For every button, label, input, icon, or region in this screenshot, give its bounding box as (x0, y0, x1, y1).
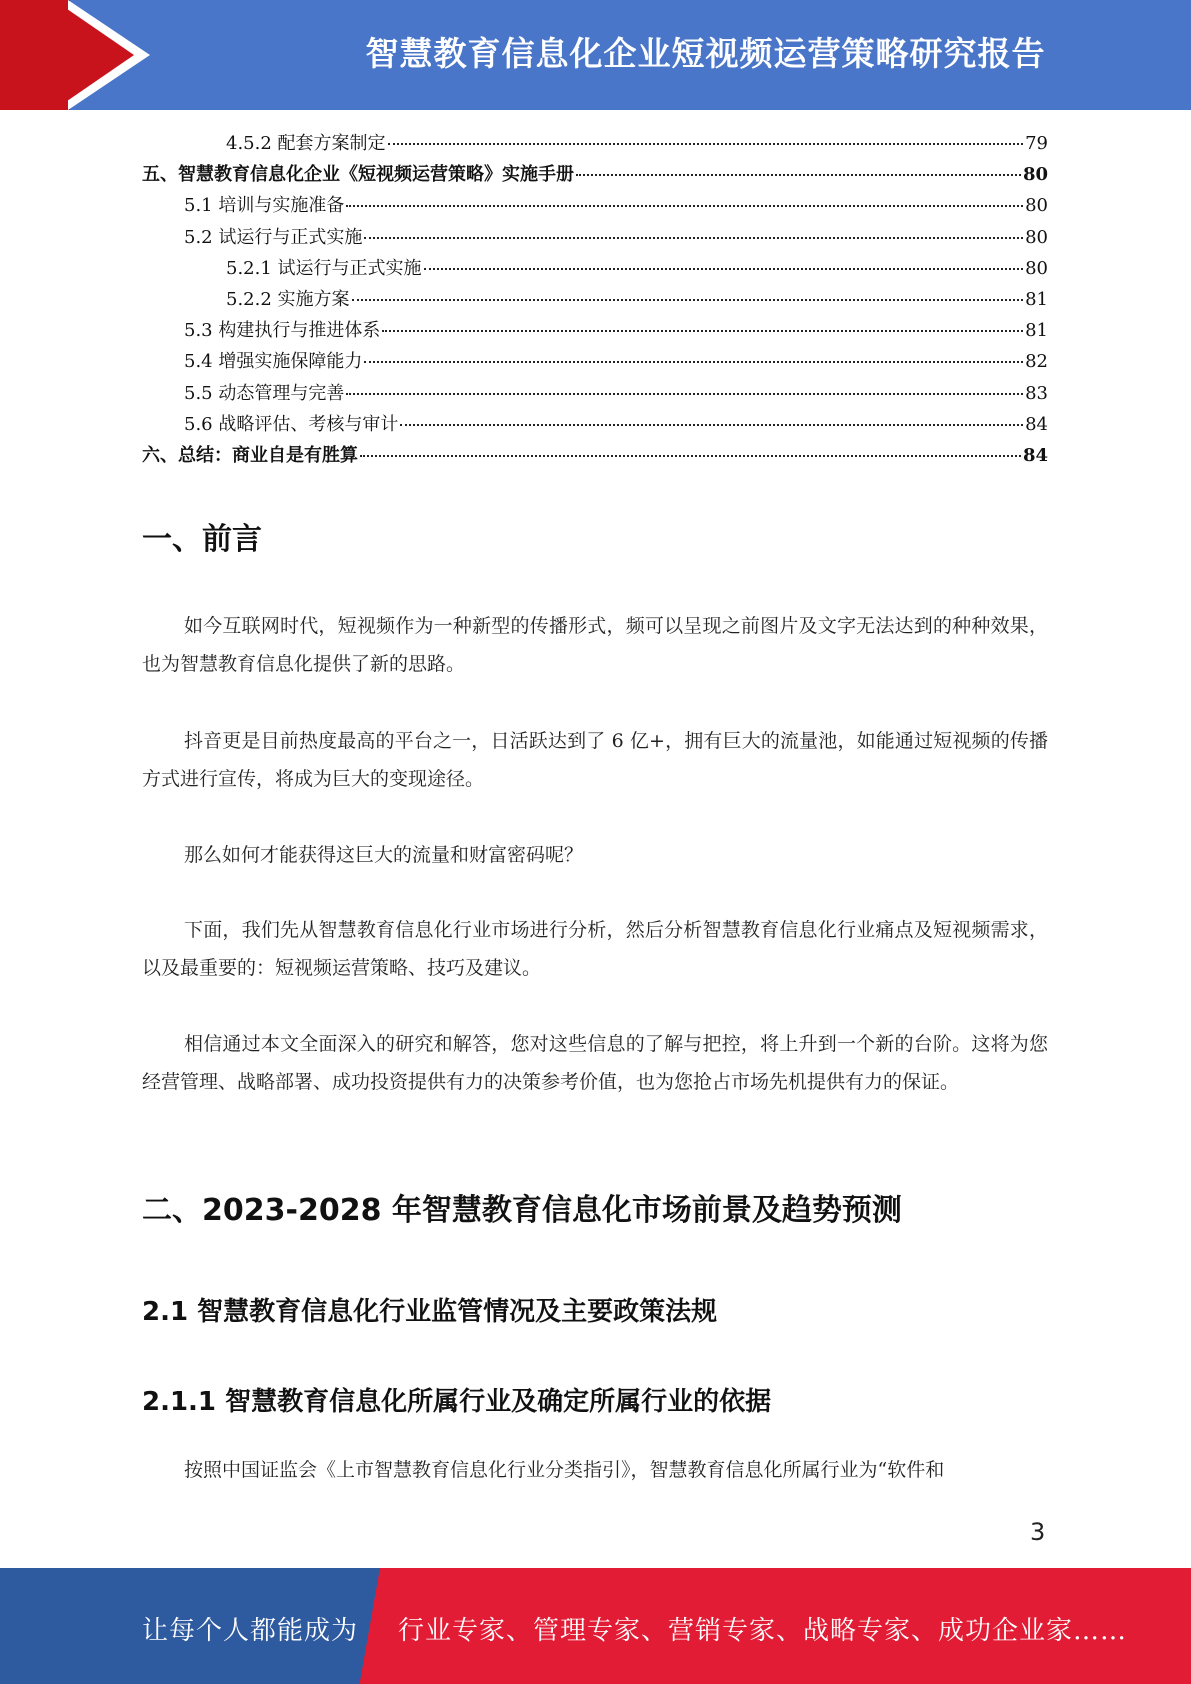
footer-banner (0, 1568, 1191, 1684)
header-banner (0, 0, 1191, 110)
table-of-contents (142, 128, 1048, 471)
toc-label: 4.5.2 配套方案制定 (226, 133, 386, 154)
section-2-1-heading: 2.1 智慧教育信息化行业监管情况及主要政策法规 (142, 1297, 718, 1327)
toc-label: 5.2.2 实施方案 (226, 288, 350, 310)
toc-page: 79 (1025, 133, 1048, 154)
toc-label: 5.2.1 试运行与正式实施 (226, 257, 422, 279)
toc-page: 84 (1025, 413, 1048, 435)
toc-leader-dots (400, 424, 1023, 426)
toc-page: 80 (1025, 226, 1048, 248)
toc-row[interactable] (142, 190, 1048, 221)
toc-page: 80 (1025, 257, 1048, 279)
toc-label: 六、总结：商业自是有胜算 (142, 444, 358, 466)
toc-label: 五、智慧教育信息化企业《短视频运营策略》实施手册 (142, 164, 574, 186)
page-number: 3 (1030, 1518, 1046, 1546)
toc-label: 5.1 培训与实施准备 (184, 195, 345, 217)
paragraph: 下面，我们先从智慧教育信息化行业市场进行分析，然后分析智慧教育信息化行业痛点及短视频需求，以及最重要的：短视频运营策略、技巧及建议。 (142, 919, 1048, 979)
toc-row[interactable] (142, 440, 1048, 471)
header-chevron-inner (54, 0, 134, 110)
toc-label: 5.5 动态管理与完善 (184, 382, 345, 404)
toc-row[interactable] (142, 315, 1048, 346)
toc-page: 84 (1022, 444, 1048, 466)
toc-leader-dots (424, 268, 1024, 270)
toc-row[interactable] (142, 222, 1048, 253)
preface-heading: 一、前言 (142, 522, 262, 557)
paragraph: 那么如何才能获得这巨大的流量和财富密码呢？ (184, 844, 584, 866)
paragraph: 相信通过本文全面深入的研究和解答，您对这些信息的了解与把控，将上升到一个新的台阶。这将为您经营管理、战略部署、成功投资提供有力的决策参考价值，也为您抢占市场先机提供有力的保证。 (142, 1033, 1048, 1093)
toc-leader-dots (388, 143, 1024, 145)
toc-leader-dots (576, 174, 1021, 176)
paragraph: 按照中国证监会《上市智慧教育信息化行业分类指引》，智慧教育信息化所属行业为“软件和 (184, 1459, 945, 1481)
toc-row[interactable] (142, 159, 1048, 190)
toc-label: 5.6 战略评估、考核与审计 (184, 413, 399, 435)
toc-page: 81 (1025, 320, 1048, 342)
toc-row[interactable] (142, 409, 1048, 440)
toc-leader-dots (382, 330, 1023, 332)
toc-row[interactable] (142, 346, 1048, 377)
toc-page: 82 (1025, 351, 1048, 373)
toc-leader-dots (364, 361, 1023, 363)
toc-leader-dots (360, 455, 1021, 457)
toc-label: 5.4 增强实施保障能力 (184, 351, 363, 373)
toc-leader-dots (346, 393, 1023, 395)
toc-page: 80 (1025, 195, 1048, 217)
toc-page: 80 (1022, 164, 1048, 186)
toc-leader-dots (352, 299, 1024, 301)
paragraph: 如今互联网时代，短视频作为一种新型的传播形式，频可以呈现之前图片及文字无法达到的种种效果，也为智慧教育信息化提供了新的思路。 (142, 615, 1048, 675)
toc-label: 5.2 试运行与正式实施 (184, 226, 363, 248)
toc-page: 81 (1025, 288, 1048, 310)
toc-label: 5.3 构建执行与推进体系 (184, 320, 381, 342)
paragraph: 抖音更是目前热度最高的平台之一，日活跃达到了 6 亿+，拥有巨大的流量池，如能通过短视频的传播方式进行宣传，将成为巨大的变现途径。 (142, 730, 1048, 790)
section-2-1-1-heading: 2.1.1 智慧教育信息化所属行业及确定所属行业的依据 (142, 1387, 772, 1417)
toc-leader-dots (364, 237, 1023, 239)
toc-row[interactable] (142, 378, 1048, 409)
toc-leader-dots (346, 205, 1023, 207)
toc-page: 83 (1025, 382, 1048, 404)
toc-row[interactable] (142, 253, 1048, 284)
toc-row[interactable] (142, 284, 1048, 315)
chapter2-heading: 二、2023-2028 年智慧教育信息化市场前景及趋势预测 (142, 1193, 902, 1228)
toc-row[interactable] (142, 128, 1048, 159)
footer-slogan-right: 行业专家、管理专家、营销专家、战略专家、成功企业家…… (398, 1616, 1128, 1646)
footer-slogan-left: 让每个人都能成为 (142, 1616, 359, 1646)
report-title: 智慧教育信息化企业短视频运营策略研究报告 (365, 34, 1046, 73)
